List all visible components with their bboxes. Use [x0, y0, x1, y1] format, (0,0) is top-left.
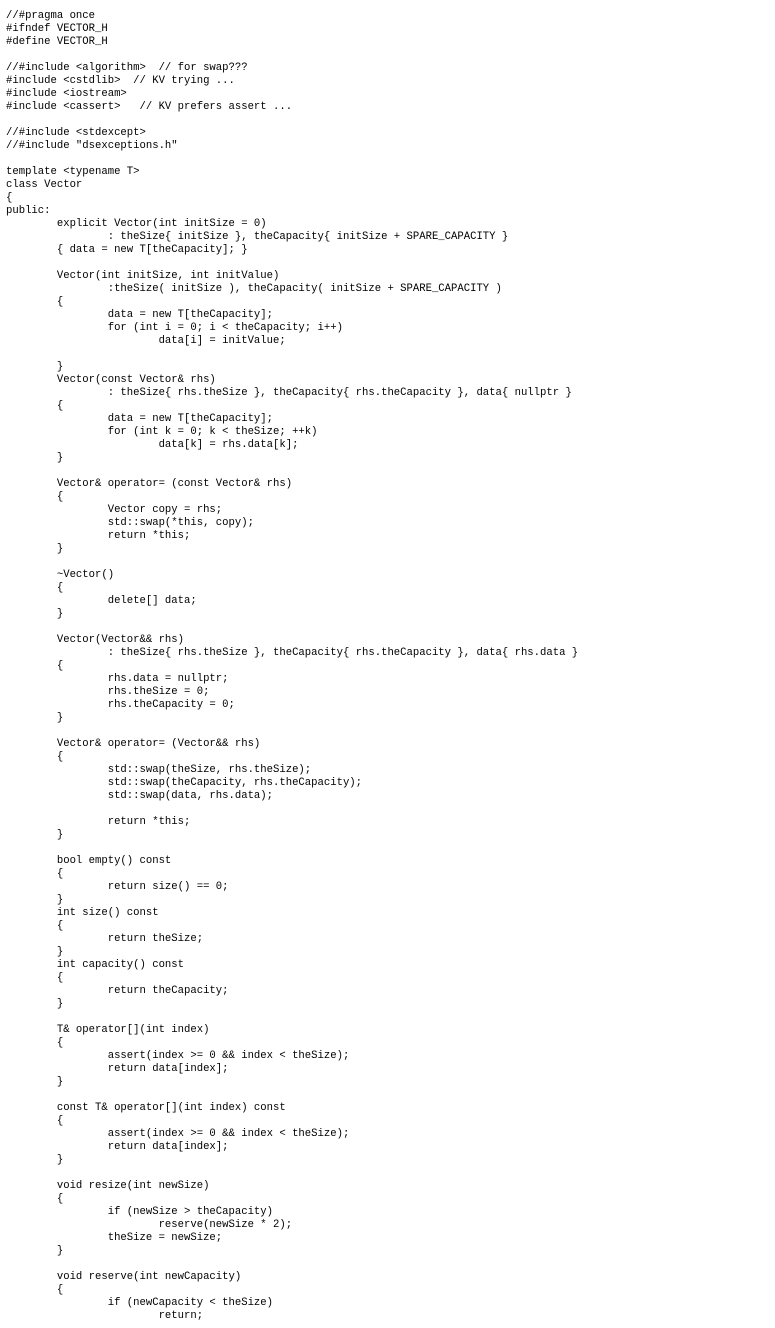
code-line — [6, 49, 578, 62]
code-line: return; — [6, 1310, 204, 1322]
code-line: return *this; — [6, 530, 191, 542]
code-line: //#pragma once — [6, 10, 96, 22]
code-line: T& operator[](int index) — [6, 1024, 210, 1036]
code-line: delete[] data; — [6, 595, 197, 607]
code-line: theSize = newSize; — [6, 1232, 223, 1244]
code-line: } — [6, 1076, 64, 1088]
code-line: data[i] = initValue; — [6, 335, 286, 347]
code-line: { — [6, 868, 64, 880]
code-line: rhs.theCapacity = 0; — [6, 699, 235, 711]
code-line — [6, 348, 578, 361]
code-line: } — [6, 543, 64, 555]
code-line: class Vector — [6, 179, 83, 191]
code-line: void resize(int newSize) — [6, 1180, 210, 1192]
code-line: } — [6, 1154, 64, 1166]
code-line: : theSize{ rhs.theSize }, theCapacity{ rhs.theCapacity }, data{ rhs.data } — [6, 647, 579, 659]
code-line: #include <cstdlib> // KV trying ... — [6, 75, 235, 87]
code-line: int capacity() const — [6, 959, 185, 971]
code-line: explicit Vector(int initSize = 0) — [6, 218, 267, 230]
code-line: //#include "dsexceptions.h" — [6, 140, 178, 152]
code-line: return *this; — [6, 816, 191, 828]
code-line: return theCapacity; — [6, 985, 229, 997]
code-line: for (int i = 0; i < theCapacity; i++) — [6, 322, 343, 334]
code-line: Vector(Vector&& rhs) — [6, 634, 185, 646]
code-line: { — [6, 972, 64, 984]
code-line — [6, 465, 578, 478]
code-line: } — [6, 946, 64, 958]
code-line: { — [6, 491, 64, 503]
code-line: } — [6, 998, 64, 1010]
code-line: Vector& operator= (const Vector& rhs) — [6, 478, 293, 490]
code-line: ~Vector() — [6, 569, 115, 581]
code-line — [6, 114, 578, 127]
code-line: { — [6, 1284, 64, 1296]
code-line: { — [6, 192, 13, 204]
code-line: } — [6, 452, 64, 464]
code-line: } — [6, 829, 64, 841]
code-line: //#include <stdexcept> — [6, 127, 146, 139]
code-line: void reserve(int newCapacity) — [6, 1271, 242, 1283]
code-line — [6, 1167, 578, 1180]
code-line: data = new T[theCapacity]; — [6, 309, 274, 321]
code-line: :theSize( initSize ), theCapacity( initSize + SPARE_CAPACITY ) — [6, 283, 502, 295]
code-line: std::swap(*this, copy); — [6, 517, 254, 529]
code-line: } — [6, 894, 64, 906]
code-line: if (newCapacity < theSize) — [6, 1297, 274, 1309]
code-line: std::swap(data, rhs.data); — [6, 790, 274, 802]
code-line: { — [6, 400, 64, 412]
code-line: { — [6, 1037, 64, 1049]
code-line — [6, 621, 578, 634]
code-line: { data = new T[theCapacity]; } — [6, 244, 248, 256]
code-line: assert(index >= 0 && index < theSize); — [6, 1128, 350, 1140]
code-line: Vector copy = rhs; — [6, 504, 223, 516]
code-line: { — [6, 1115, 64, 1127]
code-line — [6, 842, 578, 855]
code-line: int size() const — [6, 907, 159, 919]
code-line: { — [6, 920, 64, 932]
code-line: template <typename T> — [6, 166, 140, 178]
code-line: std::swap(theCapacity, rhs.theCapacity); — [6, 777, 363, 789]
code-line: if (newSize > theCapacity) — [6, 1206, 274, 1218]
code-line: data[k] = rhs.data[k]; — [6, 439, 299, 451]
code-line: data = new T[theCapacity]; — [6, 413, 274, 425]
source-code-listing — [6, 10, 578, 1323]
code-line — [6, 1089, 578, 1102]
code-line: : theSize{ rhs.theSize }, theCapacity{ rhs.theCapacity }, data{ nullptr } — [6, 387, 572, 399]
code-line: Vector(int initSize, int initValue) — [6, 270, 280, 282]
code-line: public: — [6, 205, 51, 217]
code-line: { — [6, 1193, 64, 1205]
code-line: { — [6, 751, 64, 763]
code-line: #include <iostream> — [6, 88, 127, 100]
code-line: //#include <algorithm> // for swap??? — [6, 62, 248, 74]
code-line: std::swap(theSize, rhs.theSize); — [6, 764, 312, 776]
code-line: return size() == 0; — [6, 881, 229, 893]
code-line: rhs.data = nullptr; — [6, 673, 229, 685]
code-line: Vector(const Vector& rhs) — [6, 374, 216, 386]
code-line — [6, 556, 578, 569]
code-line — [6, 1011, 578, 1024]
code-line: Vector& operator= (Vector&& rhs) — [6, 738, 261, 750]
code-line — [6, 803, 578, 816]
code-line: for (int k = 0; k < theSize; ++k) — [6, 426, 318, 438]
code-line — [6, 725, 578, 738]
code-line: } — [6, 361, 64, 373]
code-line: } — [6, 608, 64, 620]
code-line: reserve(newSize * 2); — [6, 1219, 293, 1231]
code-line: { — [6, 296, 64, 308]
code-line: rhs.theSize = 0; — [6, 686, 210, 698]
code-line: return data[index]; — [6, 1063, 229, 1075]
code-line — [6, 257, 578, 270]
code-line: { — [6, 660, 64, 672]
code-line: { — [6, 582, 64, 594]
code-line: : theSize{ initSize }, theCapacity{ initSize + SPARE_CAPACITY } — [6, 231, 509, 243]
code-line: } — [6, 712, 64, 724]
code-line: #ifndef VECTOR_H — [6, 23, 108, 35]
code-line — [6, 1258, 578, 1271]
code-line: #define VECTOR_H — [6, 36, 108, 48]
code-line: } — [6, 1245, 64, 1257]
code-line: #include <cassert> // KV prefers assert ... — [6, 101, 293, 113]
code-line: assert(index >= 0 && index < theSize); — [6, 1050, 350, 1062]
code-line — [6, 153, 578, 166]
code-line: bool empty() const — [6, 855, 172, 867]
code-line: const T& operator[](int index) const — [6, 1102, 286, 1114]
code-line: return theSize; — [6, 933, 204, 945]
code-line: return data[index]; — [6, 1141, 229, 1153]
